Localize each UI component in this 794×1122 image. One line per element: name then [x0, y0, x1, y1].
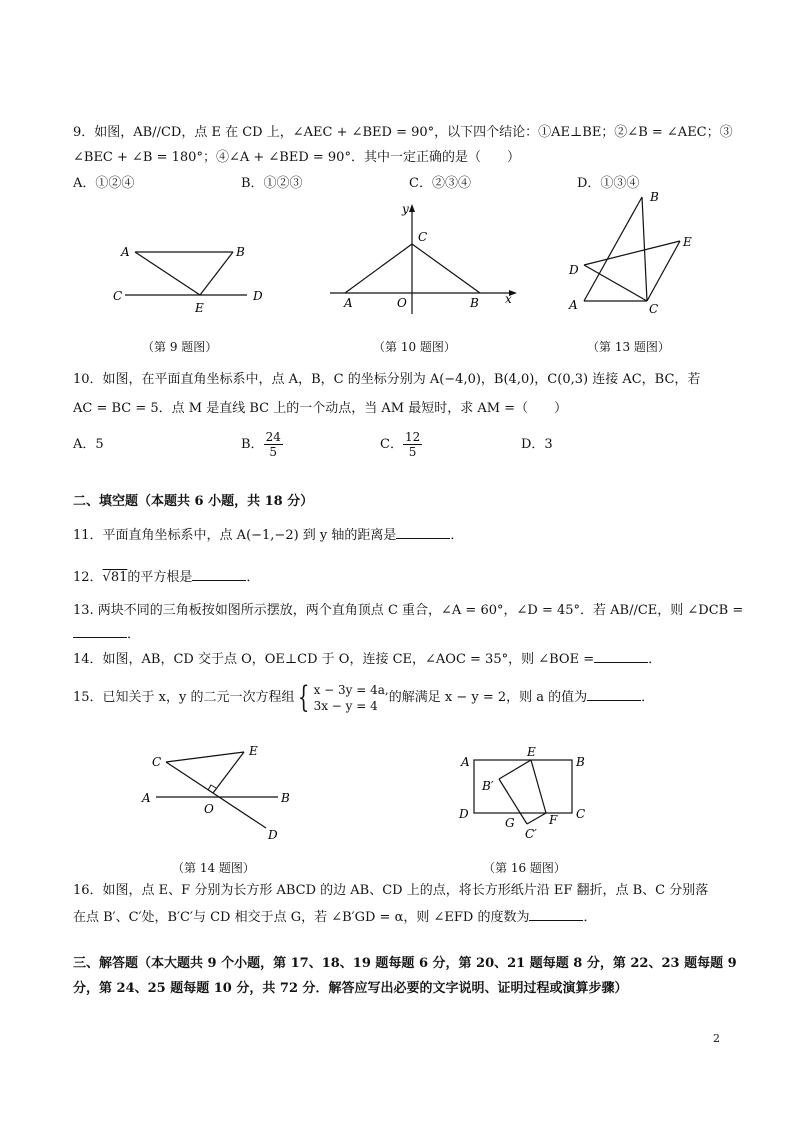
q15-end: ．: [641, 690, 655, 705]
q15-middle: 的解满足 x − y = 2，则 a 的值为: [388, 690, 588, 705]
q15-eq2: 3x − y = 4: [313, 698, 378, 713]
q14-text: 14．如图，AB，CD 交于点 O，OE⊥CD 于 O，连接 CE，∠AOC = 35°，则 ∠BOE =: [73, 652, 595, 667]
fig16-label-b-prime: B′: [482, 779, 494, 793]
q13-end: ．: [127, 627, 141, 642]
fig9-label-c: C: [113, 289, 123, 303]
q15-answer-blank: [587, 688, 641, 701]
q9-option-c: C．②③④: [409, 176, 471, 191]
fig14-label-b: B: [281, 791, 290, 805]
q10-option-d: D．3: [521, 437, 553, 452]
q15-eq1: x − 3y = 4a,: [313, 682, 389, 697]
page-number: 2: [713, 1032, 720, 1045]
fig10-line-bc: [412, 244, 480, 293]
fig13-label-a: A: [569, 298, 578, 312]
figure-13: [560, 185, 710, 320]
q9-option-b: B．①②③: [241, 176, 303, 191]
q16-line1: 16．如图，点 E、F 分别为长方形 ABCD 的边 AB、CD 上的点，将长方形纸片沿 EF 翻折，点 B、C 分别落: [73, 883, 709, 898]
fig14-label-e: E: [249, 744, 258, 758]
fig13-line-ec: [647, 241, 680, 301]
fig9-line-be: [200, 252, 233, 295]
section3-line1: 三、解答题（本大题共 9 个小题，第 17、18、19 题每题 6 分，第 20、21 题每题 8 分，第 22、23 题每题 9: [73, 956, 737, 971]
q15: [73, 680, 654, 716]
q10-option-c-denominator: 5: [408, 445, 417, 459]
q12-radical: √81: [102, 570, 128, 585]
q14-answer-blank: [594, 650, 648, 663]
fig13-label-c: C: [649, 302, 659, 316]
fig9-label-d: D: [253, 289, 263, 303]
q14-end: ．: [648, 652, 662, 667]
fig14-label-o: O: [204, 802, 214, 816]
fig10-label-x: x: [505, 292, 512, 306]
figure-16: [455, 742, 595, 842]
q10-option-c-fraction: [403, 430, 422, 459]
fig14-label-d: D: [268, 828, 278, 842]
fig13-label-e: E: [683, 235, 692, 249]
q11: [73, 526, 463, 545]
fig14-label-a: A: [142, 791, 151, 805]
fig14-line-ce: [166, 752, 244, 762]
q10-option-c: [380, 426, 422, 464]
q10-line2: AC = BC = 5．点 M 是直线 BC 上的一个动点，当 AM 最短时，求 AM =（ ）: [73, 401, 568, 416]
q10-option-b-numerator: 24: [265, 430, 281, 444]
fig16-line-ef: [531, 760, 546, 813]
q12-answer-blank: [192, 568, 246, 581]
figure-9: [105, 240, 275, 320]
q15-brace: {: [298, 679, 310, 715]
fig16-line-c-prime-f: [527, 813, 546, 824]
fig14-line-cd: [166, 762, 266, 828]
q9-option-d: D．①③④: [577, 176, 640, 191]
fig10-caption: （第 10 题图）: [373, 340, 456, 354]
fig13-line-ab: [584, 197, 642, 301]
fig9-line-ae: [135, 252, 200, 295]
fig16-label-b: B: [576, 755, 585, 769]
figure-14: [138, 740, 298, 845]
q10-line1: 10．如图，在平面直角坐标系中，点 A，B，C 的坐标分别为 A(−4,0)，B(4,0)，C(0,3) 连接 AC，BC，若: [73, 372, 701, 387]
section3-line2: 分，第 24、25 题每题 10 分，共 72 分．解答应写出必要的文字说明、证明过程或演算步骤）: [73, 981, 628, 996]
q16-answer-blank: [529, 908, 583, 921]
q10-option-c-numerator: 12: [404, 430, 421, 444]
q13-line2: [73, 625, 140, 644]
q12-end: ．: [246, 570, 260, 585]
q9-line2: ∠BEC + ∠B = 180°；④∠A + ∠BED = 90°．其中一定正确的是（ ）: [73, 150, 520, 165]
q15-prefix: 15．已知关于 x，y 的二元一次方程组: [73, 690, 295, 705]
q12-prefix: 12．: [73, 570, 103, 585]
section2-title: 二、填空题（本题共 6 小题，共 18 分）: [73, 494, 314, 509]
fig16-label-a: A: [461, 755, 470, 769]
fig10-label-a: A: [344, 296, 353, 310]
q10-option-b-denominator: 5: [269, 445, 278, 459]
fig14-label-c: C: [152, 755, 162, 769]
q15-system: [314, 682, 389, 714]
q9-option-a: A．①②④: [73, 176, 135, 191]
fig9-label-b: B: [236, 245, 245, 259]
q16-line2: [73, 908, 596, 927]
fig10-label-y: y: [402, 202, 409, 216]
q16-end: ．: [583, 910, 597, 925]
fig16-line-eb-prime: [499, 760, 531, 779]
q10-option-b-fraction: [264, 430, 283, 459]
fig9-label-e: E: [195, 301, 204, 315]
fig10-label-c: C: [418, 230, 428, 244]
fig16-label-c-prime: C′: [525, 827, 537, 841]
q11-end: ．: [450, 528, 464, 543]
fig13-label-b: B: [650, 190, 659, 204]
fig16-label-c: C: [576, 807, 586, 821]
q12: [73, 568, 259, 587]
fig9-label-a: A: [121, 245, 130, 259]
q10-option-b: [241, 426, 283, 464]
q16-text: 在点 B′、C′处，B′C′与 CD 相交于点 G，若 ∠B′GD = α，则 ∠EFD 的度数为: [73, 910, 530, 925]
figure-10: [325, 196, 525, 321]
fig10-label-b: B: [470, 296, 479, 310]
fig16-label-d: D: [459, 807, 469, 821]
fig14-line-oe: [213, 752, 244, 793]
fig14-caption: （第 14 题图）: [172, 861, 255, 875]
fig10-line-ac: [345, 244, 412, 293]
fig10-label-o: O: [397, 296, 407, 310]
fig10-y-arrow: [409, 204, 415, 212]
q11-text: 11．平面直角坐标系中，点 A(−1,−2) 到 y 轴的距离是: [73, 528, 397, 543]
fig16-label-g: G: [505, 816, 515, 830]
fig16-label-f: F: [549, 813, 558, 827]
fig16-label-e: E: [527, 745, 536, 759]
q10-option-a: A．5: [73, 437, 104, 452]
q10-option-c-prefix: C．: [380, 437, 403, 452]
fig13-caption: （第 13 题图）: [587, 340, 670, 354]
fig9-caption: （第 9 题图）: [142, 340, 218, 354]
fig13-label-d: D: [569, 263, 579, 277]
q12-text: 的平方根是: [127, 570, 193, 585]
q14: [73, 650, 661, 669]
q9-line1: 9．如图，AB//CD，点 E 在 CD 上，∠AEC + ∠BED = 90°，以下四个结论：①AE⊥BE；②∠B = ∠AEC；③: [73, 125, 733, 140]
fig13-line-de: [584, 241, 680, 265]
q11-answer-blank: [396, 526, 450, 539]
q13-line1: 13. 两块不同的三角板按如图所示摆放，两个直角顶点 C 重合，∠A = 60°，∠D = 45°．若 AB//CE，则 ∠DCB =: [73, 603, 744, 618]
q13-answer-blank: [73, 625, 127, 638]
fig16-caption: （第 16 题图）: [483, 861, 566, 875]
q10-option-b-prefix: B．: [241, 437, 264, 452]
fig14-right-angle-mark: [208, 785, 216, 790]
